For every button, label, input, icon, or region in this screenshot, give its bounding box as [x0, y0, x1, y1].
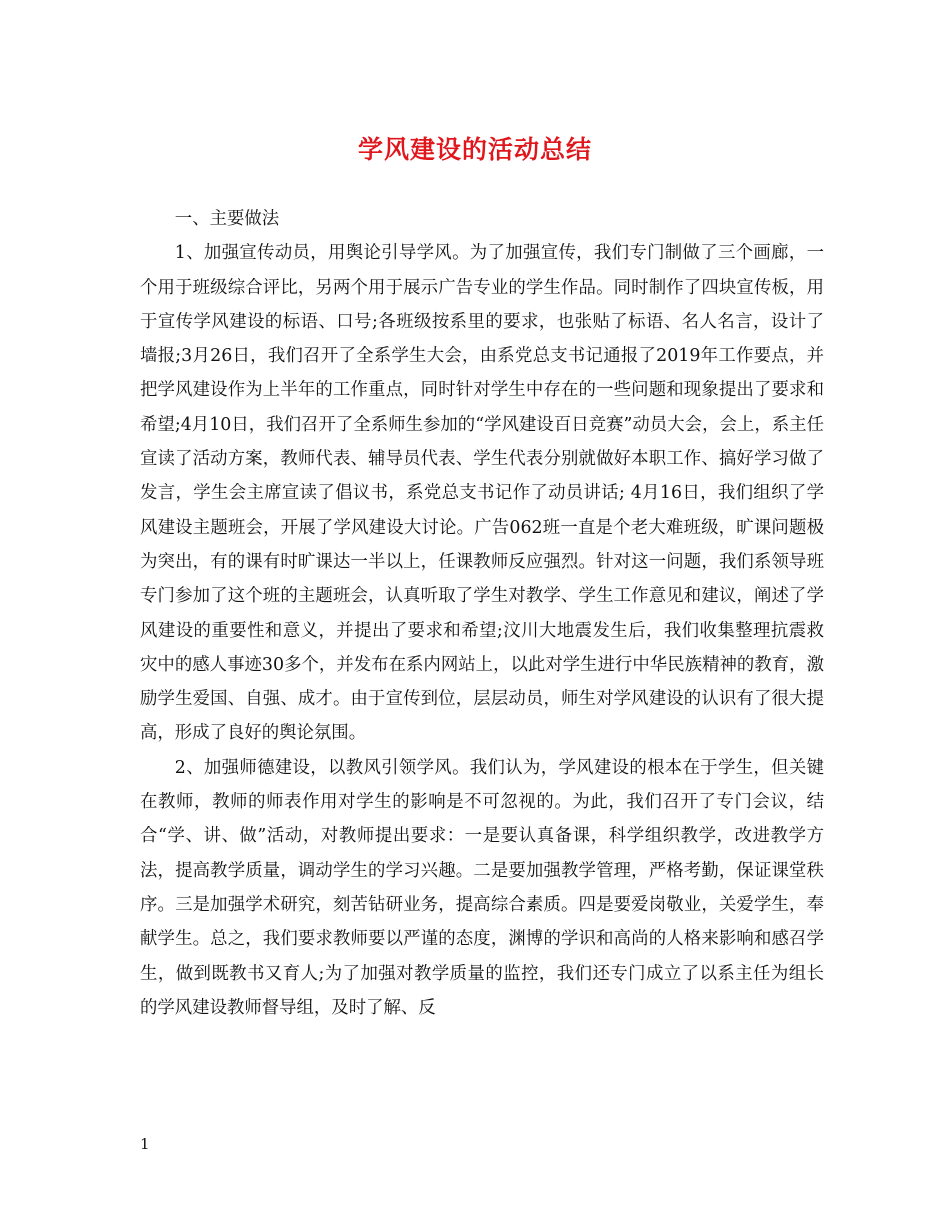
paragraph-2: 2、加强师德建设，以教风引领学风。我们认为，学风建设的根本在于学生，但关键在教师，教师的师表作用对学生的影响是不可忽视的。为此，我们召开了专门会议，结合“学、讲、做”活动，对教师提出要求：一是要认真备课，科学组织教学，改进教学方法，提高教学质量，调动学生的学习兴趣。二是要加强教学管理，严格考勤，保证课堂秩序。三是加强学术研究，刻苦钻研业务，提高综合素质。四是要爱岗敬业，关爱学生，奉献学生。总之，我们要求教师要以严谨的态度，渊博的学识和高尚的人格来影响和感召学生，做到既教书又育人;为了加强对教学质量的监控，我们还专门成立了以系主任为组长的学风建设教师督导组，及时了解、反	[140, 757, 824, 1018]
section-heading: 一、主要做法	[174, 209, 280, 229]
document-title: 学风建设的活动总结	[357, 135, 592, 164]
page-number: 1	[140, 1135, 150, 1153]
document-body	[140, 202, 824, 1025]
paragraph-1: 1、加强宣传动员，用舆论引导学风。为了加强宣传，我们专门制做了三个画廊，一个用于班级综合评比，另两个用于展示广告专业的学生作品。同时制作了四块宣传板，用于宣传学风建设的标语、口号;各班级按系里的要求，也张贴了标语、名人名言，设计了墙报;3月26日，我们召开了全系学生大会，由系党总支书记通报了2019年工作要点，并把学风建设作为上半年的工作重点，同时针对学生中存在的一些问题和现象提出了要求和希望;4月10日，我们召开了全系师生参加的“学风建设百日竞赛”动员大会，会上，系主任宣读了活动方案，教师代表、辅导员代表、学生代表分别就做好本职工作、搞好学习做了发言，学生会主席宣读了倡议书，系党总支书记作了动员讲话; 4月16日，我们组织了学风建设主题班会，开展了学风建设大讨论。广告062班一直是个老大难班级，旷课问题极为突出，有的课有时旷课达一半以上，任课教师反应强烈。针对这一问题，我们系领导班专门参加了这个班的主题班会，认真听取了学生对教学、学生工作意见和建议，阐述了学风建设的重要性和意义，并提出了要求和希望;汶川大地震发生后，我们收集整理抗震救灾中的感人事迹30多个，并发布在系内网站上，以此对学生进行中华民族精神的教育，激励学生爱国、自强、成才。由于宣传到位，层层动员，师生对学风建设的认识有了很大提高，形成了良好的舆论氛围。	[140, 243, 824, 744]
